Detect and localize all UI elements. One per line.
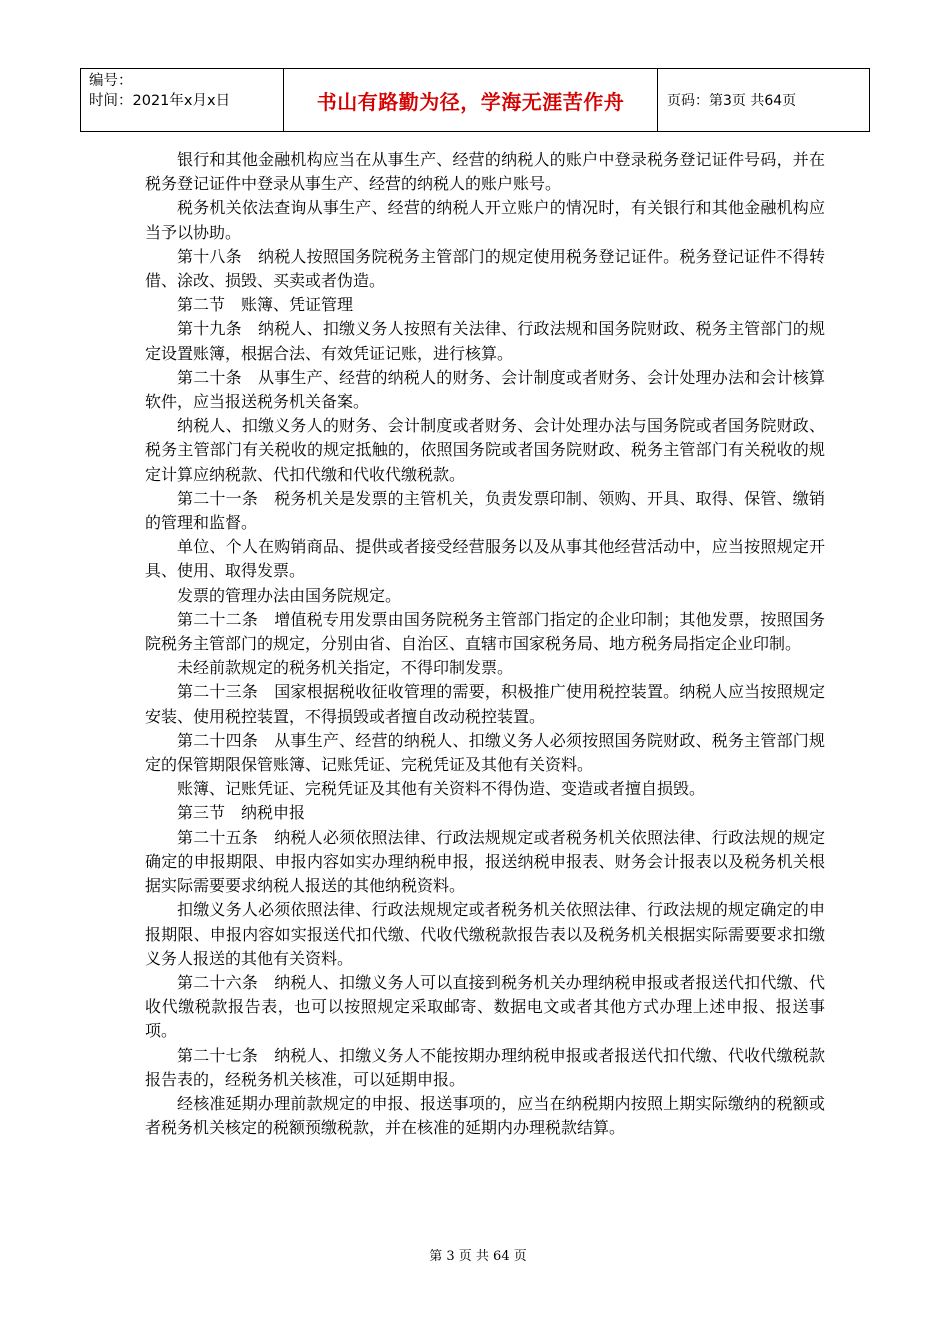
header-page-info: 页码：第3页 共64页 (667, 93, 797, 109)
section-heading: 第二节 账簿、凭证管理 (177, 295, 354, 315)
document-date: 时间：2021年x月x日 (89, 93, 231, 109)
article-20: 第二十条 从事生产、经营的纳税人的财务、会计制度或者财务、会计处理办法和会计核算软件，应当报送税务机关备案。 (145, 367, 825, 412)
body-paragraph: 发票的管理办法由国务院规定。 (177, 585, 402, 605)
body-paragraph: 纳税人、扣缴义务人的财务、会计制度或者财务、会计处理办法与国务院或者国务院财政、税务主管部门有关税收的规定抵触的，依照国务院或者国务院财政、税务主管部门有关税收的规定计算应纳税款、代扣代缴和代收代缴税款。 (145, 416, 825, 484)
article-21: 第二十一条 税务机关是发票的主管机关，负责发票印制、领购、开具、取得、保管、缴销的管理和监督。 (145, 488, 825, 533)
section-heading: 第三节 纳税申报 (177, 803, 306, 823)
document-header (80, 68, 870, 132)
article-18: 第十八条 纳税人按照国务院税务主管部门的规定使用税务登记证件。税务登记证件不得转借、涂改、损毁、买卖或者伪造。 (145, 246, 825, 291)
body-paragraph: 税务机关依法查询从事生产、经营的纳税人开立账户的情况时，有关银行和其他金融机构应当予以协助。 (145, 198, 825, 242)
page-footer: 第 3 页 共 64 页 (429, 1249, 527, 1264)
article-26: 第二十六条 纳税人、扣缴义务人可以直接到税务机关办理纳税申报或者报送代扣代缴、代收代缴税款报告表，也可以按照规定采取邮寄、数据电文或者其他方式办理上述申报、报送事项。 (145, 972, 825, 1041)
article-27: 第二十七条 纳税人、扣缴义务人不能按期办理纳税申报或者报送代扣代缴、代收代缴税款报告表的，经税务机关核准，可以延期申报。 (145, 1045, 825, 1089)
document-body (145, 148, 825, 1140)
article-23: 第二十三条 国家根据税收征收管理的需要，积极推广使用税控装置。纳税人应当按照规定安装、使用税控装置，不得损毁或者擅自改动税控装置。 (145, 682, 825, 726)
document-number-label: 编号： (89, 73, 133, 89)
article-24: 第二十四条 从事生产、经营的纳税人、扣缴义务人必须按照国务院财政、税务主管部门规定的保管期限保管账簿、记账凭证、完税凭证及其他有关资料。 (145, 730, 825, 775)
header-motto: 书山有路勤为径，学海无涯苦作舟 (284, 69, 658, 131)
body-paragraph: 账簿、记账凭证、完税凭证及其他有关资料不得伪造、变造或者擅自损毁。 (177, 779, 706, 799)
body-paragraph: 单位、个人在购销商品、提供或者接受经营服务以及从事其他经营活动中，应当按照规定开具、使用、取得发票。 (145, 537, 825, 581)
article-19: 第十九条 纳税人、扣缴义务人按照有关法律、行政法规和国务院财政、税务主管部门的规定设置账簿，根据合法、有效凭证记账，进行核算。 (145, 319, 825, 363)
body-paragraph: 银行和其他金融机构应当在从事生产、经营的纳税人的账户中登录税务登记证件号码，并在税务登记证件中登录从事生产、经营的纳税人的账户账号。 (145, 150, 825, 194)
header-meta-cell (81, 69, 284, 131)
body-paragraph: 经核准延期办理前款规定的申报、报送事项的，应当在纳税期内按照上期实际缴纳的税额或者税务机关核定的税额预缴税款，并在核准的延期内办理税款结算。 (145, 1093, 825, 1138)
body-paragraph: 未经前款规定的税务机关指定，不得印制发票。 (177, 658, 514, 678)
body-paragraph: 扣缴义务人必须依照法律、行政法规规定或者税务机关依照法律、行政法规的规定确定的申报期限、申报内容如实报送代扣代缴、代收代缴税款报告表以及税务机关根据实际需要要求扣缴义务人报送的其他有关资料。 (145, 900, 825, 968)
article-22: 第二十二条 增值税专用发票由国务院税务主管部门指定的企业印制；其他发票，按照国务院税务主管部门的规定，分别由省、自治区、直辖市国家税务局、地方税务局指定企业印制。 (145, 609, 825, 654)
article-25: 第二十五条 纳税人必须依照法律、行政法规规定或者税务机关依照法律、行政法规的规定确定的申报期限、申报内容如实办理纳税申报，报送纳税申报表、财务会计报表以及税务机关根据实际需要要求纳税人报送的其他纳税资料。 (145, 827, 825, 896)
